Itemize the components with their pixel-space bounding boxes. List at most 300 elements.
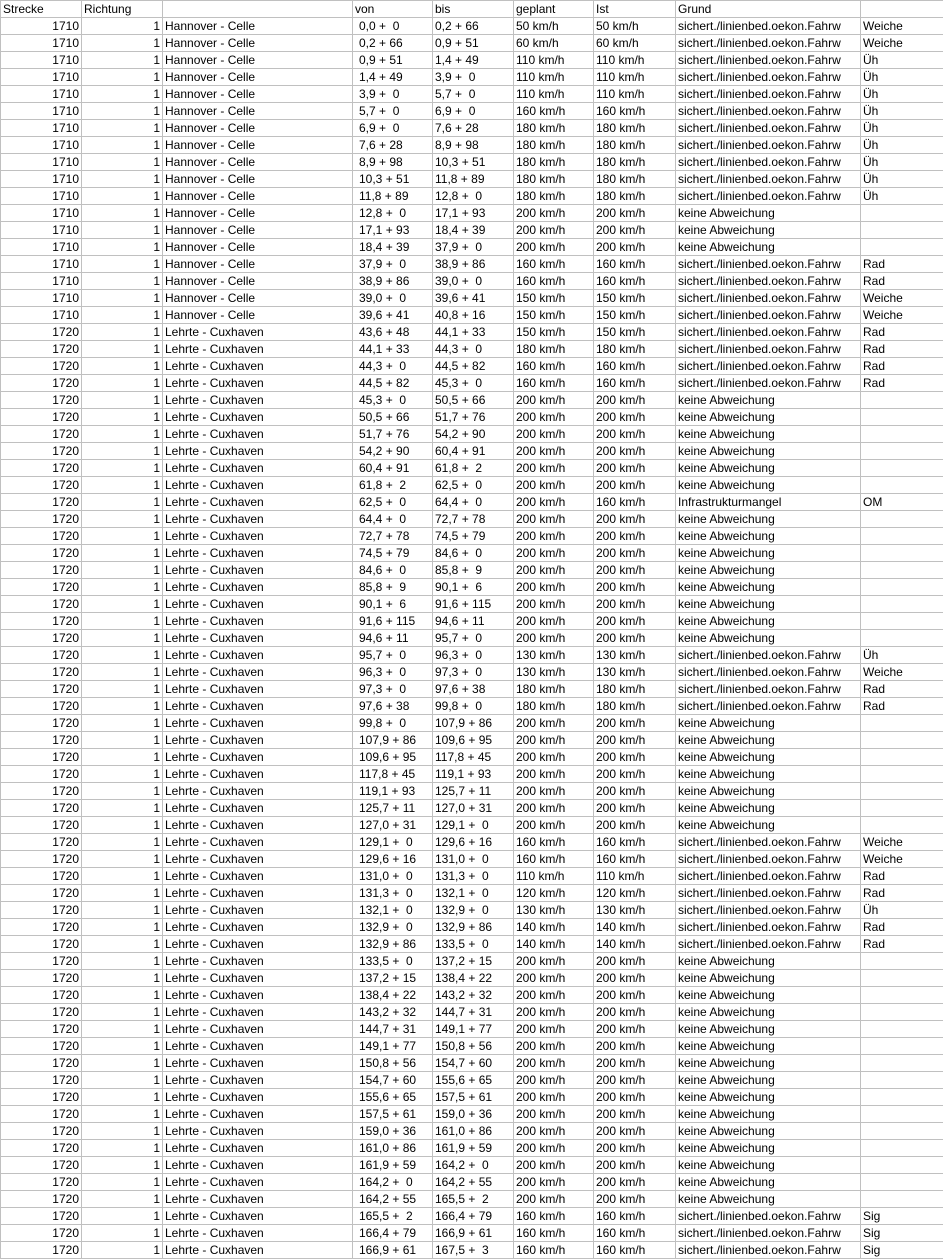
cell-ist[interactable]: 200 km/h [594, 477, 676, 494]
cell-bis[interactable]: 64,4 + 0 [433, 494, 514, 511]
cell-grund[interactable]: keine Abweichung [676, 1089, 861, 1106]
cell-strecke[interactable]: 1710 [1, 103, 82, 120]
cell-detail[interactable] [861, 596, 943, 613]
cell-geplant[interactable]: 200 km/h [514, 1140, 594, 1157]
cell-von[interactable]: 150,8 + 56 [353, 1055, 433, 1072]
cell-geplant[interactable]: 160 km/h [514, 375, 594, 392]
cell-route[interactable]: Lehrte - Cuxhaven [163, 936, 353, 953]
cell-ist[interactable]: 200 km/h [594, 239, 676, 256]
cell-von[interactable]: 12,8 + 0 [353, 205, 433, 222]
cell-richtung[interactable]: 1 [82, 460, 163, 477]
cell-bis[interactable]: 61,8 + 2 [433, 460, 514, 477]
cell-strecke[interactable]: 1720 [1, 477, 82, 494]
cell-detail[interactable] [861, 579, 943, 596]
cell-bis[interactable]: 8,9 + 98 [433, 137, 514, 154]
cell-detail[interactable]: Sig [861, 1208, 943, 1225]
cell-detail[interactable] [861, 1038, 943, 1055]
cell-route[interactable]: Lehrte - Cuxhaven [163, 1021, 353, 1038]
cell-strecke[interactable]: 1720 [1, 460, 82, 477]
cell-grund[interactable]: keine Abweichung [676, 1072, 861, 1089]
cell-grund[interactable]: keine Abweichung [676, 409, 861, 426]
cell-bis[interactable]: 149,1 + 77 [433, 1021, 514, 1038]
cell-geplant[interactable]: 60 km/h [514, 35, 594, 52]
cell-strecke[interactable]: 1720 [1, 1174, 82, 1191]
cell-geplant[interactable]: 200 km/h [514, 1055, 594, 1072]
cell-von[interactable]: 97,6 + 38 [353, 698, 433, 715]
cell-richtung[interactable]: 1 [82, 273, 163, 290]
cell-strecke[interactable]: 1720 [1, 1055, 82, 1072]
cell-route[interactable]: Lehrte - Cuxhaven [163, 494, 353, 511]
cell-bis[interactable]: 131,3 + 0 [433, 868, 514, 885]
cell-strecke[interactable]: 1720 [1, 1089, 82, 1106]
cell-grund[interactable]: sichert./linienbed.oekon.Fahrw [676, 851, 861, 868]
cell-detail[interactable] [861, 630, 943, 647]
cell-route[interactable]: Hannover - Celle [163, 239, 353, 256]
cell-richtung[interactable]: 1 [82, 800, 163, 817]
cell-geplant[interactable]: 200 km/h [514, 953, 594, 970]
header-detail[interactable] [861, 1, 943, 18]
cell-richtung[interactable]: 1 [82, 375, 163, 392]
cell-richtung[interactable]: 1 [82, 324, 163, 341]
cell-strecke[interactable]: 1710 [1, 69, 82, 86]
cell-detail[interactable]: Sig [861, 1242, 943, 1259]
cell-grund[interactable]: sichert./linienbed.oekon.Fahrw [676, 681, 861, 698]
cell-grund[interactable]: sichert./linienbed.oekon.Fahrw [676, 256, 861, 273]
cell-bis[interactable]: 150,8 + 56 [433, 1038, 514, 1055]
cell-grund[interactable]: sichert./linienbed.oekon.Fahrw [676, 35, 861, 52]
cell-route[interactable]: Lehrte - Cuxhaven [163, 1191, 353, 1208]
cell-bis[interactable]: 0,9 + 51 [433, 35, 514, 52]
cell-strecke[interactable]: 1720 [1, 970, 82, 987]
cell-detail[interactable] [861, 1089, 943, 1106]
cell-grund[interactable]: sichert./linienbed.oekon.Fahrw [676, 69, 861, 86]
cell-richtung[interactable]: 1 [82, 1123, 163, 1140]
cell-geplant[interactable]: 200 km/h [514, 749, 594, 766]
cell-route[interactable]: Lehrte - Cuxhaven [163, 1157, 353, 1174]
cell-strecke[interactable]: 1720 [1, 732, 82, 749]
cell-strecke[interactable]: 1710 [1, 35, 82, 52]
cell-geplant[interactable]: 200 km/h [514, 1123, 594, 1140]
cell-strecke[interactable]: 1720 [1, 443, 82, 460]
cell-detail[interactable] [861, 1191, 943, 1208]
cell-geplant[interactable]: 200 km/h [514, 1021, 594, 1038]
cell-detail[interactable]: Weiche [861, 18, 943, 35]
cell-richtung[interactable]: 1 [82, 1157, 163, 1174]
cell-strecke[interactable]: 1720 [1, 715, 82, 732]
cell-geplant[interactable]: 160 km/h [514, 851, 594, 868]
cell-richtung[interactable]: 1 [82, 69, 163, 86]
cell-richtung[interactable]: 1 [82, 120, 163, 137]
cell-strecke[interactable]: 1720 [1, 664, 82, 681]
cell-strecke[interactable]: 1720 [1, 919, 82, 936]
cell-geplant[interactable]: 200 km/h [514, 426, 594, 443]
cell-grund[interactable]: keine Abweichung [676, 460, 861, 477]
cell-bis[interactable]: 155,6 + 65 [433, 1072, 514, 1089]
cell-geplant[interactable]: 180 km/h [514, 154, 594, 171]
cell-grund[interactable]: keine Abweichung [676, 715, 861, 732]
cell-strecke[interactable]: 1710 [1, 290, 82, 307]
cell-bis[interactable]: 0,2 + 66 [433, 18, 514, 35]
cell-von[interactable]: 0,0 + 0 [353, 18, 433, 35]
cell-detail[interactable]: Üh [861, 171, 943, 188]
cell-grund[interactable]: keine Abweichung [676, 766, 861, 783]
cell-grund[interactable]: keine Abweichung [676, 1140, 861, 1157]
cell-bis[interactable]: 39,0 + 0 [433, 273, 514, 290]
cell-grund[interactable]: sichert./linienbed.oekon.Fahrw [676, 18, 861, 35]
cell-detail[interactable] [861, 562, 943, 579]
cell-geplant[interactable]: 200 km/h [514, 1004, 594, 1021]
cell-detail[interactable] [861, 477, 943, 494]
cell-grund[interactable]: Infrastrukturmangel [676, 494, 861, 511]
cell-strecke[interactable]: 1710 [1, 256, 82, 273]
cell-ist[interactable]: 200 km/h [594, 953, 676, 970]
cell-ist[interactable]: 200 km/h [594, 409, 676, 426]
cell-von[interactable]: 144,7 + 31 [353, 1021, 433, 1038]
header-von[interactable]: von [353, 1, 433, 18]
cell-geplant[interactable]: 140 km/h [514, 919, 594, 936]
cell-ist[interactable]: 200 km/h [594, 1174, 676, 1191]
cell-detail[interactable]: Rad [861, 868, 943, 885]
cell-strecke[interactable]: 1720 [1, 1123, 82, 1140]
cell-von[interactable]: 5,7 + 0 [353, 103, 433, 120]
cell-route[interactable]: Lehrte - Cuxhaven [163, 783, 353, 800]
cell-von[interactable]: 99,8 + 0 [353, 715, 433, 732]
cell-richtung[interactable]: 1 [82, 205, 163, 222]
cell-route[interactable]: Lehrte - Cuxhaven [163, 528, 353, 545]
cell-strecke[interactable]: 1720 [1, 596, 82, 613]
cell-route[interactable]: Lehrte - Cuxhaven [163, 477, 353, 494]
cell-detail[interactable] [861, 239, 943, 256]
cell-geplant[interactable]: 110 km/h [514, 69, 594, 86]
cell-grund[interactable]: keine Abweichung [676, 732, 861, 749]
cell-detail[interactable] [861, 528, 943, 545]
cell-ist[interactable]: 200 km/h [594, 579, 676, 596]
cell-grund[interactable]: sichert./linienbed.oekon.Fahrw [676, 834, 861, 851]
cell-grund[interactable]: keine Abweichung [676, 987, 861, 1004]
cell-ist[interactable]: 200 km/h [594, 800, 676, 817]
cell-ist[interactable]: 130 km/h [594, 664, 676, 681]
cell-ist[interactable]: 200 km/h [594, 970, 676, 987]
cell-detail[interactable] [861, 443, 943, 460]
cell-bis[interactable]: 51,7 + 76 [433, 409, 514, 426]
cell-detail[interactable] [861, 1021, 943, 1038]
cell-detail[interactable]: Üh [861, 902, 943, 919]
header-grund[interactable]: Grund [676, 1, 861, 18]
cell-detail[interactable] [861, 1174, 943, 1191]
cell-route[interactable]: Lehrte - Cuxhaven [163, 698, 353, 715]
cell-von[interactable]: 38,9 + 86 [353, 273, 433, 290]
cell-route[interactable]: Lehrte - Cuxhaven [163, 562, 353, 579]
cell-route[interactable]: Lehrte - Cuxhaven [163, 392, 353, 409]
cell-route[interactable]: Lehrte - Cuxhaven [163, 732, 353, 749]
cell-geplant[interactable]: 200 km/h [514, 1038, 594, 1055]
cell-route[interactable]: Lehrte - Cuxhaven [163, 800, 353, 817]
cell-strecke[interactable]: 1710 [1, 120, 82, 137]
cell-richtung[interactable]: 1 [82, 681, 163, 698]
cell-bis[interactable]: 107,9 + 86 [433, 715, 514, 732]
cell-ist[interactable]: 200 km/h [594, 426, 676, 443]
cell-von[interactable]: 133,5 + 0 [353, 953, 433, 970]
cell-bis[interactable]: 7,6 + 28 [433, 120, 514, 137]
cell-strecke[interactable]: 1710 [1, 222, 82, 239]
cell-von[interactable]: 125,7 + 11 [353, 800, 433, 817]
cell-geplant[interactable]: 180 km/h [514, 171, 594, 188]
cell-detail[interactable] [861, 766, 943, 783]
cell-detail[interactable] [861, 987, 943, 1004]
cell-strecke[interactable]: 1720 [1, 885, 82, 902]
cell-richtung[interactable]: 1 [82, 987, 163, 1004]
cell-geplant[interactable]: 200 km/h [514, 1191, 594, 1208]
cell-bis[interactable]: 5,7 + 0 [433, 86, 514, 103]
cell-richtung[interactable]: 1 [82, 358, 163, 375]
cell-richtung[interactable]: 1 [82, 290, 163, 307]
cell-grund[interactable]: keine Abweichung [676, 426, 861, 443]
cell-ist[interactable]: 200 km/h [594, 987, 676, 1004]
cell-route[interactable]: Lehrte - Cuxhaven [163, 1140, 353, 1157]
cell-geplant[interactable]: 200 km/h [514, 1072, 594, 1089]
cell-detail[interactable]: Weiche [861, 307, 943, 324]
cell-detail[interactable] [861, 1072, 943, 1089]
cell-strecke[interactable]: 1710 [1, 205, 82, 222]
cell-grund[interactable]: sichert./linienbed.oekon.Fahrw [676, 103, 861, 120]
cell-richtung[interactable]: 1 [82, 1242, 163, 1259]
cell-grund[interactable]: sichert./linienbed.oekon.Fahrw [676, 324, 861, 341]
cell-richtung[interactable]: 1 [82, 103, 163, 120]
cell-geplant[interactable]: 160 km/h [514, 834, 594, 851]
cell-geplant[interactable]: 200 km/h [514, 630, 594, 647]
cell-geplant[interactable]: 160 km/h [514, 1242, 594, 1259]
cell-bis[interactable]: 50,5 + 66 [433, 392, 514, 409]
cell-geplant[interactable]: 180 km/h [514, 698, 594, 715]
cell-route[interactable]: Lehrte - Cuxhaven [163, 749, 353, 766]
cell-ist[interactable]: 200 km/h [594, 1089, 676, 1106]
cell-strecke[interactable]: 1720 [1, 494, 82, 511]
cell-strecke[interactable]: 1720 [1, 647, 82, 664]
cell-route[interactable]: Hannover - Celle [163, 35, 353, 52]
cell-von[interactable]: 143,2 + 32 [353, 1004, 433, 1021]
cell-richtung[interactable]: 1 [82, 392, 163, 409]
cell-richtung[interactable]: 1 [82, 698, 163, 715]
cell-ist[interactable]: 180 km/h [594, 698, 676, 715]
cell-bis[interactable]: 62,5 + 0 [433, 477, 514, 494]
cell-detail[interactable]: Rad [861, 256, 943, 273]
cell-ist[interactable]: 200 km/h [594, 1072, 676, 1089]
cell-richtung[interactable]: 1 [82, 154, 163, 171]
cell-route[interactable]: Lehrte - Cuxhaven [163, 1225, 353, 1242]
cell-von[interactable]: 161,9 + 59 [353, 1157, 433, 1174]
cell-bis[interactable]: 18,4 + 39 [433, 222, 514, 239]
cell-ist[interactable]: 180 km/h [594, 681, 676, 698]
cell-geplant[interactable]: 200 km/h [514, 1106, 594, 1123]
cell-von[interactable]: 37,9 + 0 [353, 256, 433, 273]
cell-detail[interactable]: Rad [861, 885, 943, 902]
cell-strecke[interactable]: 1710 [1, 154, 82, 171]
cell-von[interactable]: 45,3 + 0 [353, 392, 433, 409]
cell-richtung[interactable]: 1 [82, 1004, 163, 1021]
cell-geplant[interactable]: 200 km/h [514, 477, 594, 494]
cell-geplant[interactable]: 160 km/h [514, 1225, 594, 1242]
header-richtung[interactable]: Richtung [82, 1, 163, 18]
cell-strecke[interactable]: 1710 [1, 137, 82, 154]
cell-strecke[interactable]: 1710 [1, 52, 82, 69]
cell-strecke[interactable]: 1720 [1, 1191, 82, 1208]
cell-grund[interactable]: sichert./linienbed.oekon.Fahrw [676, 647, 861, 664]
cell-richtung[interactable]: 1 [82, 511, 163, 528]
cell-route[interactable]: Lehrte - Cuxhaven [163, 953, 353, 970]
cell-grund[interactable]: sichert./linienbed.oekon.Fahrw [676, 154, 861, 171]
cell-bis[interactable]: 44,5 + 82 [433, 358, 514, 375]
cell-grund[interactable]: keine Abweichung [676, 239, 861, 256]
cell-von[interactable]: 62,5 + 0 [353, 494, 433, 511]
cell-von[interactable]: 159,0 + 36 [353, 1123, 433, 1140]
cell-bis[interactable]: 99,8 + 0 [433, 698, 514, 715]
cell-richtung[interactable]: 1 [82, 596, 163, 613]
cell-bis[interactable]: 154,7 + 60 [433, 1055, 514, 1072]
cell-detail[interactable]: Rad [861, 936, 943, 953]
cell-ist[interactable]: 160 km/h [594, 851, 676, 868]
cell-richtung[interactable]: 1 [82, 834, 163, 851]
cell-route[interactable]: Lehrte - Cuxhaven [163, 902, 353, 919]
cell-grund[interactable]: keine Abweichung [676, 443, 861, 460]
cell-strecke[interactable]: 1720 [1, 511, 82, 528]
cell-von[interactable]: 165,5 + 2 [353, 1208, 433, 1225]
cell-route[interactable]: Hannover - Celle [163, 154, 353, 171]
cell-von[interactable]: 166,9 + 61 [353, 1242, 433, 1259]
cell-strecke[interactable]: 1720 [1, 1021, 82, 1038]
cell-detail[interactable]: Rad [861, 375, 943, 392]
cell-bis[interactable]: 137,2 + 15 [433, 953, 514, 970]
cell-richtung[interactable]: 1 [82, 970, 163, 987]
cell-geplant[interactable]: 200 km/h [514, 613, 594, 630]
cell-grund[interactable]: keine Abweichung [676, 613, 861, 630]
cell-route[interactable]: Hannover - Celle [163, 256, 353, 273]
cell-von[interactable]: 51,7 + 76 [353, 426, 433, 443]
cell-ist[interactable]: 180 km/h [594, 120, 676, 137]
cell-bis[interactable]: 129,1 + 0 [433, 817, 514, 834]
cell-ist[interactable]: 150 km/h [594, 307, 676, 324]
cell-bis[interactable]: 1,4 + 49 [433, 52, 514, 69]
cell-ist[interactable]: 200 km/h [594, 596, 676, 613]
cell-route[interactable]: Hannover - Celle [163, 222, 353, 239]
cell-richtung[interactable]: 1 [82, 664, 163, 681]
cell-ist[interactable]: 200 km/h [594, 222, 676, 239]
cell-richtung[interactable]: 1 [82, 18, 163, 35]
cell-route[interactable]: Lehrte - Cuxhaven [163, 851, 353, 868]
cell-von[interactable]: 119,1 + 93 [353, 783, 433, 800]
cell-grund[interactable]: sichert./linienbed.oekon.Fahrw [676, 698, 861, 715]
cell-von[interactable]: 131,0 + 0 [353, 868, 433, 885]
cell-route[interactable]: Hannover - Celle [163, 69, 353, 86]
cell-geplant[interactable]: 130 km/h [514, 647, 594, 664]
cell-geplant[interactable]: 180 km/h [514, 188, 594, 205]
cell-richtung[interactable]: 1 [82, 1106, 163, 1123]
cell-detail[interactable] [861, 460, 943, 477]
cell-strecke[interactable]: 1720 [1, 562, 82, 579]
cell-geplant[interactable]: 200 km/h [514, 392, 594, 409]
cell-von[interactable]: 72,7 + 78 [353, 528, 433, 545]
cell-route[interactable]: Lehrte - Cuxhaven [163, 579, 353, 596]
cell-bis[interactable]: 72,7 + 78 [433, 511, 514, 528]
cell-route[interactable]: Hannover - Celle [163, 205, 353, 222]
cell-strecke[interactable]: 1720 [1, 1208, 82, 1225]
cell-richtung[interactable]: 1 [82, 137, 163, 154]
cell-von[interactable]: 95,7 + 0 [353, 647, 433, 664]
cell-bis[interactable]: 44,1 + 33 [433, 324, 514, 341]
cell-detail[interactable] [861, 205, 943, 222]
cell-grund[interactable]: keine Abweichung [676, 1157, 861, 1174]
cell-strecke[interactable]: 1720 [1, 341, 82, 358]
cell-ist[interactable]: 160 km/h [594, 1225, 676, 1242]
cell-bis[interactable]: 133,5 + 0 [433, 936, 514, 953]
cell-richtung[interactable]: 1 [82, 1055, 163, 1072]
cell-von[interactable]: 18,4 + 39 [353, 239, 433, 256]
cell-von[interactable]: 157,5 + 61 [353, 1106, 433, 1123]
cell-ist[interactable]: 140 km/h [594, 936, 676, 953]
cell-detail[interactable] [861, 800, 943, 817]
cell-grund[interactable]: sichert./linienbed.oekon.Fahrw [676, 120, 861, 137]
cell-von[interactable]: 137,2 + 15 [353, 970, 433, 987]
cell-grund[interactable]: keine Abweichung [676, 817, 861, 834]
cell-grund[interactable]: keine Abweichung [676, 545, 861, 562]
cell-geplant[interactable]: 160 km/h [514, 103, 594, 120]
cell-ist[interactable]: 200 km/h [594, 1140, 676, 1157]
cell-strecke[interactable]: 1720 [1, 851, 82, 868]
cell-strecke[interactable]: 1720 [1, 817, 82, 834]
cell-von[interactable]: 44,5 + 82 [353, 375, 433, 392]
cell-geplant[interactable]: 50 km/h [514, 18, 594, 35]
cell-strecke[interactable]: 1720 [1, 545, 82, 562]
cell-geplant[interactable]: 200 km/h [514, 562, 594, 579]
cell-ist[interactable]: 200 km/h [594, 545, 676, 562]
cell-geplant[interactable]: 150 km/h [514, 290, 594, 307]
cell-richtung[interactable]: 1 [82, 307, 163, 324]
cell-detail[interactable] [861, 953, 943, 970]
cell-detail[interactable]: Sig [861, 1225, 943, 1242]
cell-geplant[interactable]: 180 km/h [514, 137, 594, 154]
cell-richtung[interactable]: 1 [82, 52, 163, 69]
cell-route[interactable]: Lehrte - Cuxhaven [163, 681, 353, 698]
cell-grund[interactable]: sichert./linienbed.oekon.Fahrw [676, 1208, 861, 1225]
cell-bis[interactable]: 11,8 + 89 [433, 171, 514, 188]
cell-richtung[interactable]: 1 [82, 1191, 163, 1208]
cell-geplant[interactable]: 130 km/h [514, 664, 594, 681]
cell-richtung[interactable]: 1 [82, 766, 163, 783]
cell-strecke[interactable]: 1720 [1, 392, 82, 409]
cell-strecke[interactable]: 1710 [1, 171, 82, 188]
cell-detail[interactable]: Rad [861, 341, 943, 358]
cell-von[interactable]: 54,2 + 90 [353, 443, 433, 460]
cell-grund[interactable]: sichert./linienbed.oekon.Fahrw [676, 188, 861, 205]
cell-route[interactable]: Lehrte - Cuxhaven [163, 511, 353, 528]
cell-detail[interactable] [861, 1055, 943, 1072]
cell-route[interactable]: Lehrte - Cuxhaven [163, 341, 353, 358]
cell-route[interactable]: Lehrte - Cuxhaven [163, 545, 353, 562]
cell-grund[interactable]: keine Abweichung [676, 528, 861, 545]
cell-geplant[interactable]: 200 km/h [514, 494, 594, 511]
cell-route[interactable]: Lehrte - Cuxhaven [163, 1106, 353, 1123]
cell-route[interactable]: Lehrte - Cuxhaven [163, 987, 353, 1004]
cell-ist[interactable]: 200 km/h [594, 443, 676, 460]
cell-bis[interactable]: 125,7 + 11 [433, 783, 514, 800]
cell-detail[interactable]: Üh [861, 52, 943, 69]
cell-geplant[interactable]: 120 km/h [514, 885, 594, 902]
cell-geplant[interactable]: 200 km/h [514, 545, 594, 562]
cell-von[interactable]: 129,1 + 0 [353, 834, 433, 851]
cell-richtung[interactable]: 1 [82, 171, 163, 188]
cell-geplant[interactable]: 200 km/h [514, 596, 594, 613]
cell-route[interactable]: Lehrte - Cuxhaven [163, 834, 353, 851]
cell-detail[interactable]: Üh [861, 137, 943, 154]
